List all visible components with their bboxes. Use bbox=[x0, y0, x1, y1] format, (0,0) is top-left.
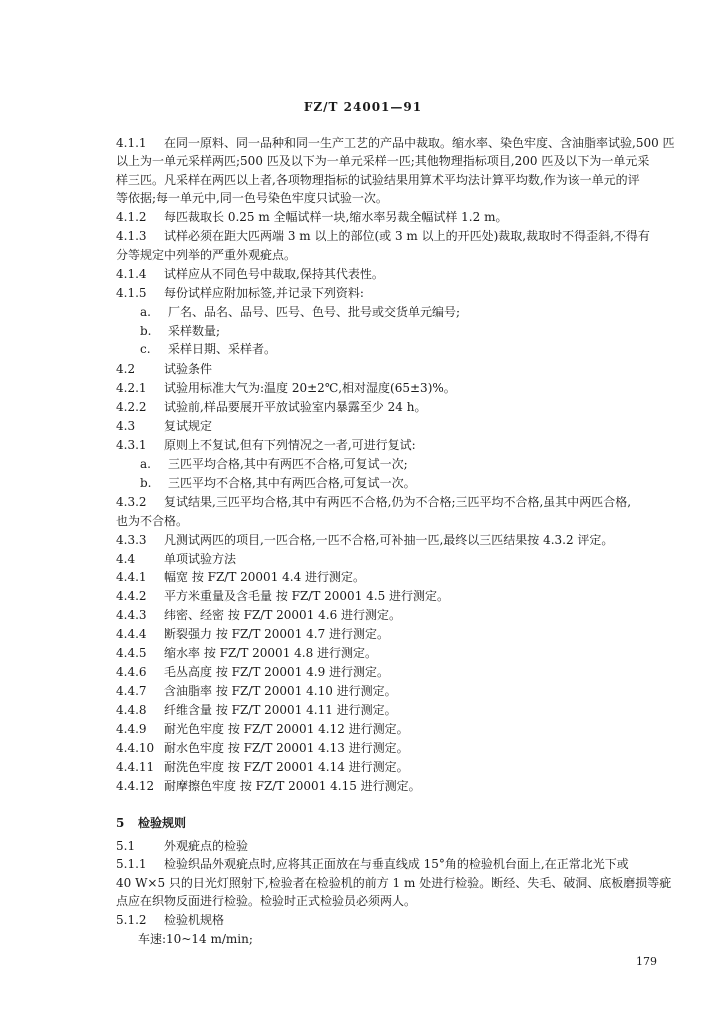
text-line bbox=[116, 589, 449, 603]
clause-text: 试样必须在距大匹两端 3 m 以上的部位(或 3 m 以上的开匹处)裁取,裁取时不得歪斜,不得有 bbox=[164, 229, 650, 243]
text-line bbox=[116, 476, 416, 490]
clause-text: 毛丛高度 按 FZ/T 20001 4.9 进行测定。 bbox=[164, 665, 390, 679]
clause-number: 4.3.2 bbox=[116, 495, 147, 509]
clause-number: 5.1 bbox=[116, 839, 136, 853]
text-line bbox=[116, 191, 388, 205]
text-line bbox=[116, 608, 401, 622]
text-line bbox=[116, 362, 212, 376]
clause-text: 幅宽 按 FZ/T 20001 4.4 进行测定。 bbox=[164, 570, 366, 584]
clause-text: 每匹裁取长 0.25 m 全幅试样一块,缩水率另裁全幅试样 1.2 m。 bbox=[164, 210, 508, 224]
clause-text: 平方米重量及含毛量 按 FZ/T 20001 4.5 进行测定。 bbox=[164, 589, 450, 603]
text-line bbox=[116, 665, 389, 679]
clause-number: 4.4.9 bbox=[116, 722, 147, 736]
clause-text: 复试规定 bbox=[164, 419, 213, 433]
clause-text: 以上为一单元采样两匹;500 匹及以下为一单元采样一匹;其他物理指标项目,200 匹及以下为一单元采 bbox=[116, 154, 650, 168]
clause-number: 4.4.5 bbox=[116, 646, 147, 660]
clause-text: 单项试验方法 bbox=[164, 552, 237, 566]
clause-text: 耐光色牢度 按 FZ/T 20001 4.12 进行测定。 bbox=[164, 722, 409, 736]
text-line bbox=[116, 533, 613, 547]
clause-number: 4.2.2 bbox=[116, 400, 147, 414]
clause-text: 采样数量; bbox=[168, 324, 221, 338]
text-line bbox=[116, 913, 224, 927]
text-line bbox=[116, 210, 507, 224]
clause-text: 三匹平均不合格,其中有两匹合格,可复试一次。 bbox=[168, 476, 416, 490]
text-line bbox=[116, 857, 629, 871]
text-line bbox=[116, 552, 236, 566]
clause-number: 4.3.3 bbox=[116, 533, 147, 547]
text-line bbox=[116, 722, 409, 736]
text-line bbox=[116, 646, 377, 660]
clause-text: 缩水率 按 FZ/T 20001 4.8 进行测定。 bbox=[164, 646, 378, 660]
text-line bbox=[116, 400, 426, 414]
clause-text: 含油脂率 按 FZ/T 20001 4.10 进行测定。 bbox=[164, 684, 397, 698]
clause-text: 检验机规格 bbox=[164, 913, 225, 927]
clause-text: 点应在织物反面进行检验。检验时正式检验员必须两人。 bbox=[116, 894, 417, 908]
page-number: 179 bbox=[636, 955, 657, 968]
text-line bbox=[116, 248, 296, 262]
text-line bbox=[116, 876, 671, 890]
clause-text: 试验条件 bbox=[164, 362, 213, 376]
clause-text: 试验前,样品要展开平放试验室内暴露至少 24 h。 bbox=[164, 400, 427, 414]
text-line bbox=[116, 438, 416, 452]
clause-text: 耐摩擦色牢度 按 FZ/T 20001 4.15 进行测定。 bbox=[164, 779, 421, 793]
clause-text: 凡测试两匹的项目,一匹合格,一匹不合格,可补抽一匹,最终以三匹结果按 4.3.2 评定。 bbox=[164, 533, 614, 547]
clause-text: 试验用标准大气为:温度 20±2℃,相对湿度(65±3)%。 bbox=[164, 381, 456, 395]
text-line bbox=[116, 381, 456, 395]
text-line bbox=[116, 627, 389, 641]
text-line bbox=[116, 173, 640, 187]
clause-number: 4.1.1 bbox=[116, 136, 147, 150]
page-header: FZ/T 24001—91 bbox=[303, 100, 423, 114]
text-line bbox=[116, 816, 186, 830]
text-line bbox=[116, 514, 188, 528]
text-line bbox=[116, 154, 649, 168]
clause-text: 试样应从不同色号中裁取,保持其代表性。 bbox=[164, 267, 384, 281]
clause-number: 4.4.7 bbox=[116, 684, 147, 698]
clause-text: 车速:10~14 m/min; bbox=[138, 932, 253, 946]
clause-text: 采样日期、采样者。 bbox=[168, 342, 277, 356]
clause-number: 4.2.1 bbox=[116, 381, 147, 395]
clause-number: 5.1.1 bbox=[116, 857, 147, 871]
clause-text: 在同一原料、同一品种和同一生产工艺的产品中裁取。缩水率、染色牢度、含油脂率试验,500 匹 bbox=[164, 136, 675, 150]
text-line bbox=[116, 684, 397, 698]
text-line bbox=[116, 229, 650, 243]
clause-text: 耐水色牢度 按 FZ/T 20001 4.13 进行测定。 bbox=[164, 741, 409, 755]
text-line bbox=[138, 932, 253, 946]
clause-number: b. bbox=[140, 476, 152, 490]
clause-text: 检验规则 bbox=[138, 816, 187, 830]
clause-number: 4.3 bbox=[116, 419, 136, 433]
clause-number: a. bbox=[140, 305, 151, 319]
text-line bbox=[116, 779, 421, 793]
text-line bbox=[116, 305, 460, 319]
text-line bbox=[116, 570, 365, 584]
clause-number: c. bbox=[140, 342, 151, 356]
clause-text: 三匹平均合格,其中有两匹不合格,可复试一次; bbox=[168, 457, 408, 471]
text-line bbox=[116, 286, 364, 300]
clause-text: 耐洗色牢度 按 FZ/T 20001 4.14 进行测定。 bbox=[164, 760, 409, 774]
text-line bbox=[116, 741, 409, 755]
text-line bbox=[116, 457, 408, 471]
text-line bbox=[116, 760, 409, 774]
clause-text: 外观疵点的检验 bbox=[164, 839, 249, 853]
text-line bbox=[116, 267, 384, 281]
text-line bbox=[116, 894, 416, 908]
clause-number: 4.1.4 bbox=[116, 267, 147, 281]
clause-number: 5.1.2 bbox=[116, 913, 147, 927]
text-line bbox=[116, 839, 248, 853]
clause-number: 4.4.8 bbox=[116, 703, 147, 717]
text-line bbox=[116, 495, 631, 509]
clause-text: 分等规定中列举的严重外观疵点。 bbox=[116, 248, 297, 262]
clause-text: 等依据;每一单元中,同一色号染色牢度只试验一次。 bbox=[116, 191, 388, 205]
clause-text: 也为不合格。 bbox=[116, 514, 189, 528]
clause-number: 4.4 bbox=[116, 552, 136, 566]
text-line bbox=[116, 324, 220, 338]
clause-number: 4.4.2 bbox=[116, 589, 147, 603]
text-line bbox=[116, 136, 675, 150]
clause-number: a. bbox=[140, 457, 151, 471]
clause-number: 4.1.5 bbox=[116, 286, 147, 300]
clause-number: 4.4.10 bbox=[116, 741, 155, 755]
clause-text: 厂名、品名、品号、匹号、色号、批号或交货单元编号; bbox=[168, 305, 461, 319]
clause-number: 4.4.6 bbox=[116, 665, 147, 679]
clause-text: 纬密、经密 按 FZ/T 20001 4.6 进行测定。 bbox=[164, 608, 402, 622]
clause-text: 断裂强力 按 FZ/T 20001 4.7 进行测定。 bbox=[164, 627, 390, 641]
text-line bbox=[116, 419, 212, 433]
clause-number: 4.2 bbox=[116, 362, 136, 376]
clause-text: 原则上不复试,但有下列情况之一者,可进行复试: bbox=[164, 438, 416, 452]
clause-number: b. bbox=[140, 324, 152, 338]
clause-number: 5 bbox=[116, 816, 125, 830]
clause-number: 4.4.3 bbox=[116, 608, 147, 622]
clause-number: 4.3.1 bbox=[116, 438, 147, 452]
clause-text: 检验织品外观疵点时,应将其正面放在与垂直线成 15°角的检验机台面上,在正常北光下或 bbox=[164, 857, 629, 871]
clause-number: 4.4.4 bbox=[116, 627, 147, 641]
clause-number: 4.4.11 bbox=[116, 760, 155, 774]
clause-number: 4.1.3 bbox=[116, 229, 147, 243]
clause-number: 4.4.1 bbox=[116, 570, 147, 584]
text-line bbox=[116, 703, 397, 717]
clause-text: 样三匹。凡采样在两匹以上者,各项物理指标的试验结果用算术平均法计算平均数,作为该一单元的评 bbox=[116, 173, 640, 187]
text-line bbox=[116, 342, 276, 356]
clause-text: 纤维含量 按 FZ/T 20001 4.11 进行测定。 bbox=[164, 703, 397, 717]
clause-text: 40 W×5 只的日光灯照射下,检验者在检验机的前方 1 m 处进行检验。断经、失毛、破洞、底板磨损等疵 bbox=[116, 876, 672, 890]
clause-text: 复试结果,三匹平均合格,其中有两匹不合格,仍为不合格;三匹平均不合格,虽其中两匹合格, bbox=[164, 495, 632, 509]
clause-number: 4.1.2 bbox=[116, 210, 147, 224]
clause-text: 每份试样应附加标签,并记录下列资料: bbox=[164, 286, 364, 300]
clause-number: 4.4.12 bbox=[116, 779, 155, 793]
